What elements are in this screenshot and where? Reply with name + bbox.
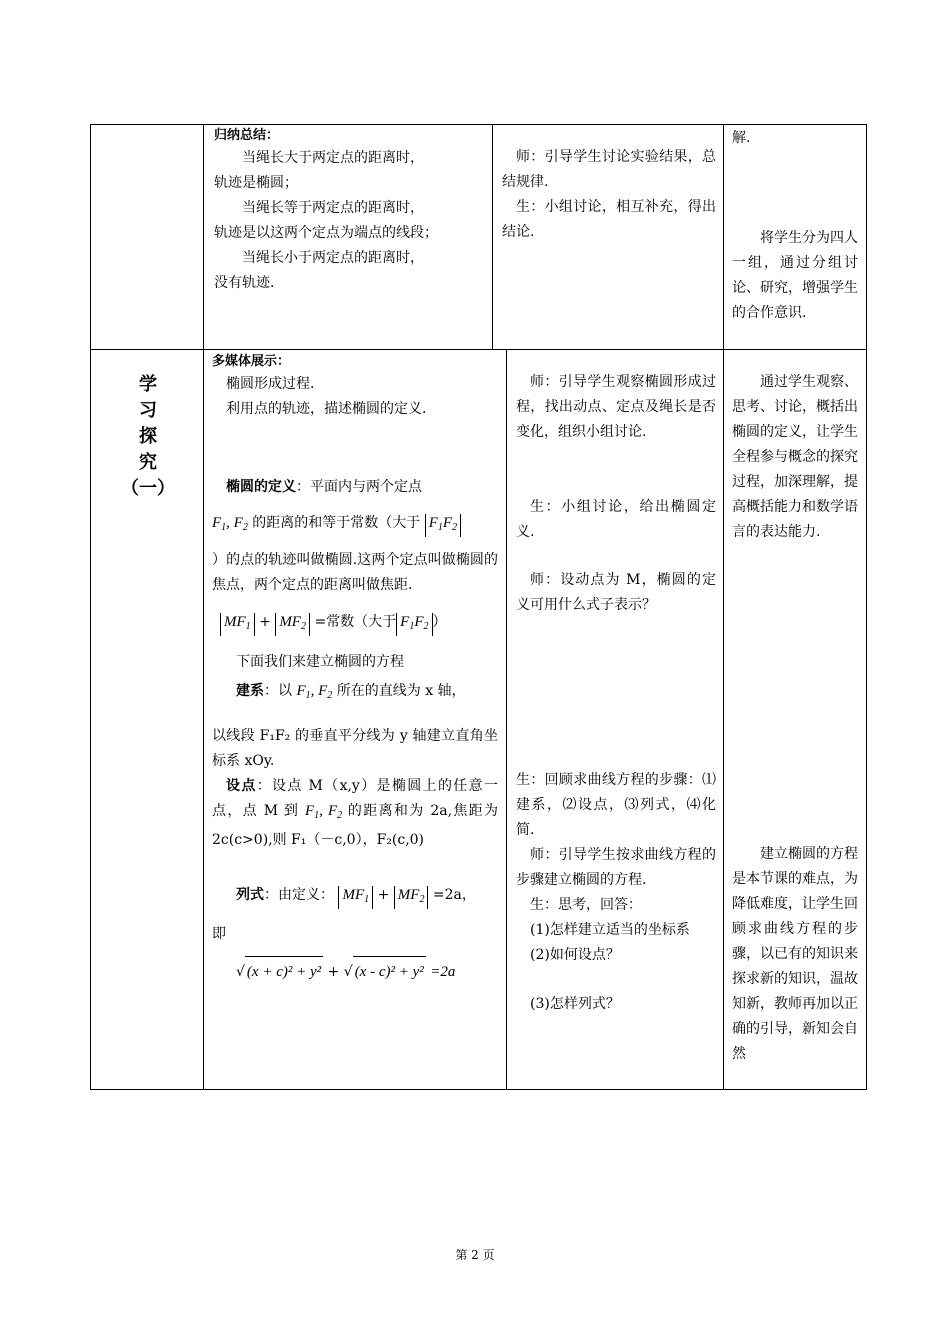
teacher-note: 师：引导学生按求曲线方程的步骤建立椭圆的方程.: [516, 847, 716, 888]
definition-colon: ：: [296, 479, 310, 495]
definition-line-2: [212, 508, 502, 543]
row1-intent-group: [732, 226, 858, 326]
build-text: ：以: [264, 683, 292, 699]
row2-activity-cell: [516, 370, 716, 445]
plus-sign: +: [327, 964, 340, 980]
definition-label: 椭圆的定义: [226, 479, 296, 495]
row1-intent-cell: [732, 126, 858, 151]
focus-symbols: $F_1$, $F_2$: [212, 515, 248, 533]
build-line: [236, 677, 502, 710]
question-line: (2)如何设点？: [530, 947, 620, 963]
summary-line: 当绳长大于两定点的距离时，: [242, 150, 424, 166]
focal-distance-abs: $F_1F_2$: [396, 613, 432, 636]
equation-text: 即: [212, 926, 226, 942]
section-char: 探: [139, 426, 157, 447]
equation-line: [236, 880, 502, 910]
table-border-right: [866, 124, 867, 1090]
mf2-abs: $MF_2$: [275, 613, 310, 636]
definition-line-3: [212, 548, 498, 598]
equation-label: 列式: [236, 887, 264, 903]
mf1-abs: $MF_1$: [338, 886, 373, 909]
summary-cell: [214, 126, 488, 296]
build-intro: [236, 650, 502, 675]
summary-line: 当绳长等于两定点的距离时，: [242, 200, 424, 216]
radicand: (x + c)² + y²: [245, 956, 323, 987]
radicand: (x - c)² + y²: [353, 956, 426, 987]
radical-sign: √: [343, 964, 353, 980]
student-note: 生：小组讨论，相互补充，得出结论.: [502, 199, 716, 240]
formula-const: 常数（大于: [326, 614, 397, 630]
row2-activity-cell-b: [516, 495, 716, 545]
row2-activity-cell-c: [516, 568, 716, 618]
build-text: 以线段 F₁F₂ 的垂直平分线为 y 轴建立直角坐标系 xOy.: [212, 728, 498, 769]
radical-sign: √: [236, 964, 245, 980]
column-divider-3: [723, 124, 724, 1090]
teacher-note: 师：引导学生观察椭圆形成过程，找出动点、定点及绳长是否变化，组织小组讨论.: [516, 374, 716, 440]
mf2-abs: $MF_2$: [394, 886, 429, 909]
row2-activity-cell-d: [516, 768, 716, 1017]
student-note: 生：回顾求曲线方程的步骤：⑴建系，⑵设点，⑶列式，⑷化简.: [516, 772, 716, 838]
build-text: 所在的直线为 x 轴，: [336, 683, 466, 699]
summary-heading: 归纳总结：: [214, 128, 280, 143]
section-char: 习: [139, 400, 157, 421]
media-heading: 多媒体展示：: [212, 354, 291, 369]
row2-intent-cell-b: [732, 842, 858, 1067]
point-text: ：设点 M（x,y）是椭圆上的任意一点，点 M 到: [212, 778, 498, 819]
teacher-note: 师：设动点为 M，椭圆的定义可用什么式子表示？: [516, 572, 716, 613]
table-border-top: [90, 124, 867, 125]
summary-line: 没有轨迹.: [214, 275, 275, 291]
plus-sign: +: [377, 887, 390, 903]
table-border-left: [90, 124, 91, 1090]
media-line: 椭圆形成过程.: [226, 376, 315, 392]
plus-sign: +: [259, 614, 271, 630]
definition-text: ）的点的轨迹叫做椭圆.这两个定点叫做椭圆的焦点，两个定点的距离叫做焦距.: [212, 552, 498, 593]
mf1-abs: $MF_1$: [220, 613, 255, 636]
definition-text: 平面内与两个定点: [310, 479, 422, 495]
row2-intent-cell: [732, 370, 858, 545]
equation-text: ：由定义：: [264, 887, 334, 903]
ellipse-equation: [236, 956, 504, 987]
definition-formula: [220, 607, 500, 637]
equals-sign: =: [314, 614, 327, 630]
equation-rhs: =2a: [430, 964, 456, 980]
focal-distance-abs: $F_1F_2$: [425, 514, 461, 537]
summary-line: 轨迹是椭圆；: [214, 175, 298, 191]
section-char: 学: [139, 374, 157, 395]
point-text: 的距离和为 2a,焦距为 2c(c>0),则 F₁（－c,0），F₂(c,0): [212, 803, 498, 848]
table-border-bottom: [90, 1089, 867, 1090]
section-title: [118, 372, 178, 502]
section-char: 究: [139, 452, 157, 473]
equation-ji: [212, 922, 252, 947]
column-divider-2-row2: [506, 349, 507, 1090]
media-line: 利用点的轨迹，描述椭圆的定义.: [226, 401, 427, 417]
question-line: (3)怎样列式？: [530, 996, 620, 1012]
student-note: 生：小组讨论，给出椭圆定义.: [516, 499, 716, 540]
build-line-2: [212, 724, 498, 774]
summary-line: 轨迹是以这两个定点为端点的线段；: [214, 225, 438, 241]
column-divider-2-row1: [492, 124, 493, 350]
intent-continued: 解.: [732, 130, 751, 146]
student-note: 生：思考，回答：: [530, 897, 642, 913]
focus-symbols: $F_1$, $F_2$: [296, 683, 333, 701]
definition-text: 的距离的和等于常数（大于: [252, 515, 421, 531]
teacher-note: 师：引导学生讨论实验结果，总结规律.: [502, 149, 716, 190]
column-divider-1: [203, 124, 204, 1090]
section-paren: （一）: [121, 478, 175, 499]
row1-activity-cell: [502, 145, 716, 245]
page-number: 第 2 页: [455, 1248, 495, 1262]
focus-symbols: $F_1$, $F_2$: [304, 803, 343, 821]
explore-cell: [212, 352, 502, 422]
point-label: 设点: [226, 778, 257, 794]
summary-line: 当绳长小于两定点的距离时，: [242, 250, 424, 266]
question-line: (1)怎样建立适当的坐标系: [530, 922, 690, 938]
point-block: [212, 774, 498, 853]
definition-block: [212, 475, 498, 500]
table-row-divider: [90, 349, 867, 350]
intent-text: 将学生分为四人一组，通过分组讨论、研究，增强学生的合作意识.: [732, 230, 858, 321]
formula-close: ）: [432, 614, 447, 630]
equals-sign: =: [432, 887, 445, 903]
intent-text: 建立椭圆的方程是本节课的难点，为降低难度，让学生回顾求曲线方程的步骤，以已有的知识来探求新的知识，温故知新，教师再加以正确的引导，新知会自然: [732, 846, 858, 1062]
intent-text: 通过学生观察、思考、讨论，概括出椭圆的定义，让学生全程参与概念的探究过程，加深理解，提高概括能力和数学语言的表达能力.: [732, 374, 858, 540]
equation-text: 2a，: [444, 887, 476, 903]
build-label: 建系: [236, 683, 264, 699]
build-intro-text: 下面我们来建立椭圆的方程: [236, 654, 404, 670]
